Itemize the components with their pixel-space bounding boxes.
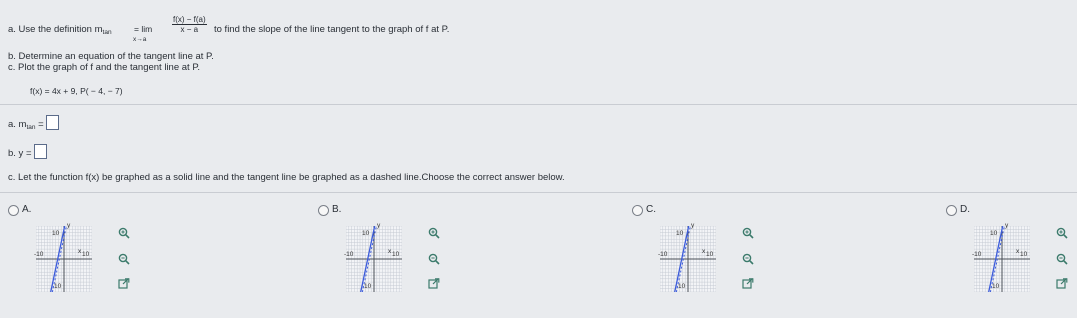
tangent-equation-input[interactable] (34, 144, 47, 159)
option-radio[interactable] (946, 205, 957, 216)
answer-a-label: a. m (8, 119, 27, 130)
answer-a-eq: = (35, 119, 44, 130)
zoom-in-icon[interactable] (1056, 227, 1068, 239)
option-graph (346, 226, 402, 292)
x-axis-label: x (702, 248, 706, 255)
instruction-line-a-suffix: to find the slope of the line tangent to the graph of f at P. (214, 24, 450, 35)
y-tick-label: 10 (364, 283, 372, 290)
option-label[interactable]: C. (646, 204, 656, 215)
x-tick-label: -10 (34, 251, 44, 258)
x-tick-label: -10 (658, 251, 668, 258)
open-new-window-icon[interactable] (428, 278, 440, 290)
y-tick-label: 10 (362, 230, 370, 237)
zoom-in-icon[interactable] (118, 227, 130, 239)
open-new-window-icon[interactable] (118, 278, 130, 290)
function-definition: f(x) = 4x + 9, P( − 4, − 7) (30, 86, 123, 96)
y-axis-label: y (691, 222, 695, 229)
x-axis-label: x (78, 248, 82, 255)
option-radio[interactable] (632, 205, 643, 216)
limit-expression: = lim x→a (133, 24, 153, 43)
zoom-out-icon[interactable] (118, 253, 130, 265)
instruction-line-b: b. Determine an equation of the tangent line at P. (8, 51, 214, 62)
zoom-out-icon[interactable] (1056, 253, 1068, 265)
y-axis-label: y (1005, 222, 1009, 229)
difference-quotient: $\frac{f(x) - f(a)}{x - a}$ (173, 15, 206, 34)
option-radio[interactable] (8, 205, 19, 216)
option-graph (36, 226, 92, 292)
option-label[interactable]: A. (22, 204, 32, 215)
x-axis-label: x (388, 248, 392, 255)
x-tick-label: -10 (972, 251, 982, 258)
zoom-out-icon[interactable] (428, 253, 440, 265)
answer-a-sub: tan (26, 124, 36, 131)
instruction-line-c: c. Plot the graph of f and the tangent line at P. (8, 62, 201, 73)
y-tick-label: 10 (990, 230, 998, 237)
option-label[interactable]: D. (960, 204, 970, 215)
x-tick-label: 10 (1020, 251, 1028, 258)
option-radio[interactable] (318, 205, 329, 216)
open-new-window-icon[interactable] (742, 278, 754, 290)
y-axis-label: y (67, 222, 71, 229)
y-tick-label: 10 (676, 230, 684, 237)
y-axis-label: y (377, 222, 381, 229)
y-tick-label: 10 (678, 283, 686, 290)
instruction-line-a: a. Use the definition $m_{tan}$ (8, 24, 112, 36)
option-label[interactable]: B. (332, 204, 342, 215)
x-axis-label: x (1016, 248, 1020, 255)
divider (0, 104, 1077, 105)
divider (0, 192, 1077, 193)
x-tick-label: -10 (344, 251, 354, 258)
option-graph (660, 226, 716, 292)
x-tick-label: 10 (706, 251, 714, 258)
y-tick-label: 10 (54, 283, 62, 290)
y-tick-label: 10 (52, 230, 60, 237)
y-tick-label: 10 (992, 283, 1000, 290)
option-graph (974, 226, 1030, 292)
answer-b-row (8, 144, 47, 159)
part-c-instruction: c. Let the function f(x) be graphed as a solid line and the tangent line be graphed as a dashed line.Choose the correct answer below. (8, 172, 565, 183)
slope-answer-input[interactable] (46, 115, 59, 130)
open-new-window-icon[interactable] (1056, 278, 1068, 290)
zoom-in-icon[interactable] (428, 227, 440, 239)
answer-b-label: b. y = (8, 148, 32, 159)
answer-a-row (8, 115, 59, 131)
zoom-out-icon[interactable] (742, 253, 754, 265)
x-tick-label: 10 (392, 251, 400, 258)
zoom-in-icon[interactable] (742, 227, 754, 239)
x-tick-label: 10 (82, 251, 90, 258)
